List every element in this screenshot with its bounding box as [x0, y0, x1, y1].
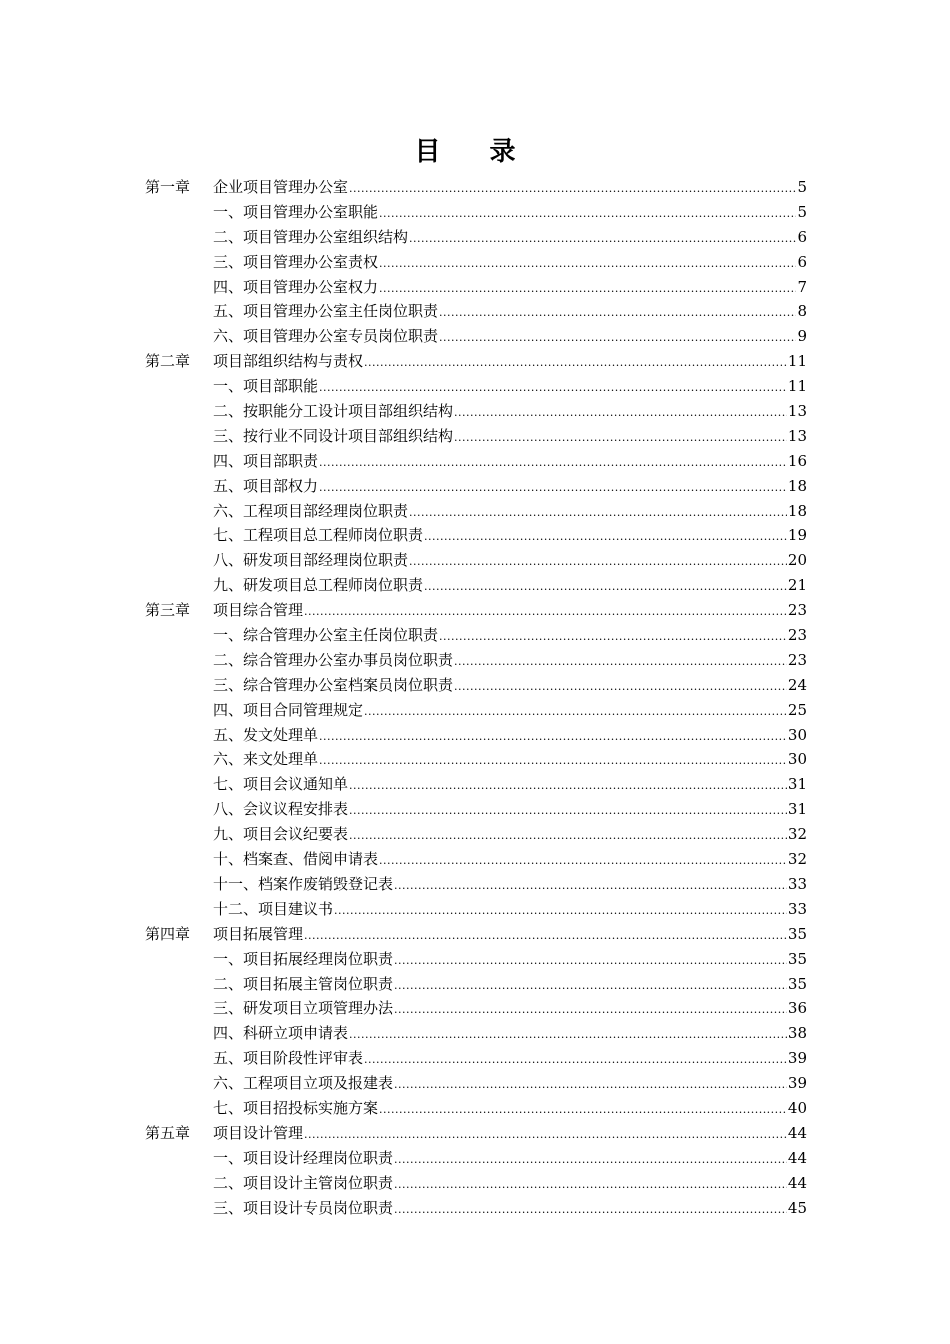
page-number: 38: [787, 1024, 807, 1043]
entry-title: 三、项目设计专员岗位职责: [213, 1198, 394, 1217]
toc-section-entry[interactable]: [145, 250, 807, 275]
entry-title: 三、研发项目立项管理办法: [213, 999, 394, 1018]
toc-section-entry[interactable]: [145, 548, 807, 573]
dot-leader: [409, 550, 787, 573]
entry-title: 项目拓展管理: [213, 924, 304, 943]
page-number: 39: [787, 1074, 807, 1093]
entry-title: 四、项目合同管理规定: [213, 700, 364, 719]
toc-section-entry[interactable]: [145, 947, 807, 972]
dot-leader: [304, 600, 787, 623]
toc-section-entry[interactable]: [145, 897, 807, 922]
page-number: 23: [787, 626, 807, 645]
dot-leader: [394, 1173, 787, 1196]
page-number: 35: [787, 949, 807, 968]
page-number: 35: [787, 924, 807, 943]
dot-leader: [394, 998, 787, 1021]
page-number: 19: [787, 526, 807, 545]
toc-section-entry[interactable]: [145, 474, 807, 499]
dot-leader: [379, 202, 796, 225]
entry-title: 一、项目管理办公室职能: [213, 202, 379, 221]
dot-leader: [319, 749, 787, 772]
dot-leader: [439, 326, 796, 349]
entry-title: 企业项目管理办公室: [213, 178, 349, 196]
dot-leader: [379, 252, 796, 275]
page-number: 6: [797, 252, 807, 271]
entry-title: 项目设计管理: [213, 1123, 304, 1142]
toc-section-entry[interactable]: [145, 797, 807, 822]
page-number: 39: [787, 1049, 807, 1068]
dot-leader: [454, 650, 787, 673]
toc-chapter-entry[interactable]: [145, 1121, 807, 1146]
page-number: 5: [797, 202, 807, 221]
page-number: 30: [787, 725, 807, 744]
page-title: 目 录: [414, 137, 536, 167]
page-number: 24: [787, 675, 807, 694]
toc-chapter-entry[interactable]: [145, 922, 807, 947]
page-number: 23: [787, 601, 807, 620]
entry-title: 十一、档案作废销毁登记表: [213, 874, 394, 893]
toc-section-entry[interactable]: [145, 1096, 807, 1121]
page-number: 35: [787, 974, 807, 993]
dot-leader: [409, 227, 796, 250]
toc-chapter-entry[interactable]: [145, 175, 807, 200]
page-number: 44: [787, 1148, 807, 1167]
entry-title: 四、科研立项申请表: [213, 1024, 349, 1043]
page-number: 8: [797, 302, 807, 321]
toc-chapter-entry[interactable]: [145, 349, 807, 374]
toc-section-entry[interactable]: [145, 424, 807, 449]
dot-leader: [394, 949, 787, 972]
toc-section-entry[interactable]: [145, 747, 807, 772]
dot-leader: [424, 575, 787, 598]
page-number: 9: [797, 327, 807, 346]
page-number: 31: [787, 800, 807, 819]
dot-leader: [349, 774, 787, 797]
dot-leader: [394, 1198, 787, 1221]
table-of-contents: [145, 175, 807, 1220]
page-number: 11: [787, 352, 807, 371]
entry-title: 十、档案查、借阅申请表: [213, 850, 379, 869]
toc-section-entry[interactable]: [145, 847, 807, 872]
page-number: 5: [797, 178, 807, 196]
page-number: 20: [787, 551, 807, 570]
entry-title: 三、按行业不同设计项目部组织结构: [213, 426, 454, 445]
page-number: 21: [787, 576, 807, 595]
page-number: 30: [787, 750, 807, 769]
toc-section-entry[interactable]: [145, 1171, 807, 1196]
entry-title: 六、来文处理单: [213, 750, 319, 769]
toc-section-entry[interactable]: [145, 275, 807, 300]
page-number: 31: [787, 775, 807, 794]
entry-title: 二、项目拓展主管岗位职责: [213, 974, 394, 993]
entry-title: 二、综合管理办公室办事员岗位职责: [213, 650, 454, 669]
entry-title: 一、项目部职能: [213, 377, 319, 396]
page-number: 36: [787, 999, 807, 1018]
dot-leader: [349, 177, 796, 200]
page-number: 45: [787, 1198, 807, 1217]
chapter-label: 第四章: [145, 924, 191, 943]
toc-section-entry[interactable]: [145, 723, 807, 748]
toc-section-entry[interactable]: [145, 673, 807, 698]
toc-section-entry[interactable]: [145, 399, 807, 424]
page-number: 44: [787, 1173, 807, 1192]
dot-leader: [349, 824, 787, 847]
entry-title: 五、项目阶段性评审表: [213, 1049, 364, 1068]
toc-chapter-entry[interactable]: [145, 598, 807, 623]
entry-title: 五、项目管理办公室主任岗位职责: [213, 302, 439, 321]
dot-leader: [454, 401, 787, 424]
toc-section-entry[interactable]: [145, 324, 807, 349]
toc-section-entry[interactable]: [145, 1071, 807, 1096]
entry-title: 四、项目管理办公室权力: [213, 277, 379, 296]
dot-leader: [304, 924, 787, 947]
entry-title: 三、项目管理办公室责权: [213, 252, 379, 271]
dot-leader: [409, 501, 787, 524]
dot-leader: [304, 1123, 787, 1146]
toc-section-entry[interactable]: [145, 972, 807, 997]
dot-leader: [379, 277, 796, 300]
chapter-label: 第五章: [145, 1123, 191, 1142]
page-number: 25: [787, 700, 807, 719]
toc-section-entry[interactable]: [145, 299, 807, 324]
entry-title: 二、项目管理办公室组织结构: [213, 227, 409, 246]
toc-section-entry[interactable]: [145, 499, 807, 524]
entry-title: 五、项目部权力: [213, 476, 319, 495]
entry-title: 一、综合管理办公室主任岗位职责: [213, 626, 439, 645]
toc-section-entry[interactable]: [145, 1196, 807, 1221]
chapter-label: 第二章: [145, 352, 191, 371]
entry-title: 六、项目管理办公室专员岗位职责: [213, 327, 439, 346]
dot-leader: [439, 625, 787, 648]
page-number: 11: [787, 377, 807, 396]
page-number: 18: [787, 476, 807, 495]
toc-section-entry[interactable]: [145, 374, 807, 399]
entry-title: 六、工程项目立项及报建表: [213, 1074, 394, 1093]
dot-leader: [319, 476, 787, 499]
entry-title: 四、项目部职责: [213, 451, 319, 470]
dot-leader: [379, 1098, 787, 1121]
dot-leader: [394, 974, 787, 997]
toc-section-entry[interactable]: [145, 648, 807, 673]
dot-leader: [364, 351, 787, 374]
page-number: 33: [787, 899, 807, 918]
entry-title: 二、项目设计主管岗位职责: [213, 1173, 394, 1192]
dot-leader: [349, 1023, 787, 1046]
dot-leader: [439, 301, 796, 324]
toc-section-entry[interactable]: [145, 1046, 807, 1071]
dot-leader: [364, 1048, 787, 1071]
dot-leader: [394, 874, 787, 897]
page-number: 6: [797, 227, 807, 246]
toc-section-entry[interactable]: [145, 523, 807, 548]
page-number: 16: [787, 451, 807, 470]
entry-title: 三、综合管理办公室档案员岗位职责: [213, 675, 454, 694]
entry-title: 七、工程项目总工程师岗位职责: [213, 526, 424, 545]
page-number: 33: [787, 874, 807, 893]
page-number: 18: [787, 501, 807, 520]
page-number: 44: [787, 1123, 807, 1142]
toc-section-entry[interactable]: [145, 623, 807, 648]
entry-title: 九、项目会议纪要表: [213, 825, 349, 844]
toc-section-entry[interactable]: [145, 698, 807, 723]
dot-leader: [334, 899, 787, 922]
entry-title: 六、工程项目部经理岗位职责: [213, 501, 409, 520]
dot-leader: [454, 675, 787, 698]
dot-leader: [454, 426, 787, 449]
toc-section-entry[interactable]: [145, 573, 807, 598]
dot-leader: [394, 1073, 787, 1096]
page-number: 40: [787, 1098, 807, 1117]
entry-title: 一、项目拓展经理岗位职责: [213, 949, 394, 968]
dot-leader: [394, 1148, 787, 1171]
entry-title: 十二、项目建议书: [213, 899, 334, 918]
page-number: 7: [797, 277, 807, 296]
page-number: 13: [787, 402, 807, 421]
entry-title: 项目部组织结构与责权: [213, 352, 364, 371]
dot-leader: [319, 376, 787, 399]
dot-leader: [349, 799, 787, 822]
entry-title: 八、会议议程安排表: [213, 800, 349, 819]
page-number: 23: [787, 650, 807, 669]
entry-title: 五、发文处理单: [213, 725, 319, 744]
toc-section-entry[interactable]: [145, 200, 807, 225]
entry-title: 九、研发项目总工程师岗位职责: [213, 576, 424, 595]
page-number: 32: [787, 850, 807, 869]
chapter-label: 第一章: [145, 178, 191, 196]
entry-title: 一、项目设计经理岗位职责: [213, 1148, 394, 1167]
entry-title: 项目综合管理: [213, 601, 304, 620]
toc-section-entry[interactable]: [145, 449, 807, 474]
toc-section-entry[interactable]: [145, 225, 807, 250]
toc-section-entry[interactable]: [145, 772, 807, 797]
page-number: 13: [787, 426, 807, 445]
toc-section-entry[interactable]: [145, 1021, 807, 1046]
toc-section-entry[interactable]: [145, 822, 807, 847]
entry-title: 七、项目会议通知单: [213, 775, 349, 794]
entry-title: 八、研发项目部经理岗位职责: [213, 551, 409, 570]
dot-leader: [364, 700, 787, 723]
toc-section-entry[interactable]: [145, 872, 807, 897]
dot-leader: [379, 849, 787, 872]
dot-leader: [424, 525, 787, 548]
dot-leader: [319, 451, 787, 474]
entry-title: 二、按职能分工设计项目部组织结构: [213, 402, 454, 421]
entry-title: 七、项目招投标实施方案: [213, 1098, 379, 1117]
page-number: 32: [787, 825, 807, 844]
toc-section-entry[interactable]: [145, 996, 807, 1021]
chapter-label: 第三章: [145, 601, 191, 620]
dot-leader: [319, 725, 787, 748]
toc-section-entry[interactable]: [145, 1146, 807, 1171]
